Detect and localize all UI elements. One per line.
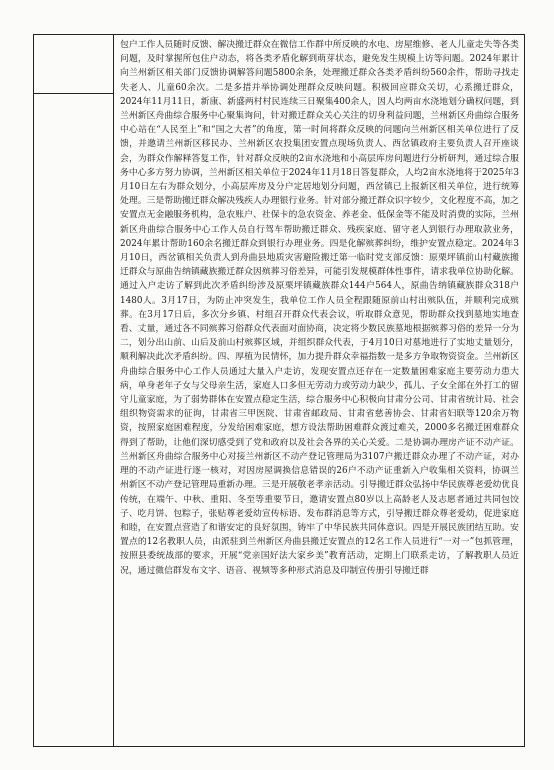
table-left-column bbox=[34, 35, 114, 746]
table-content-cell bbox=[120, 38, 519, 744]
document-body-text: 包户工作人员随时反馈、解决搬迁群众在微信工作群中所反映的水电、房屋维修、老人儿童走失等各类问题，及时掌握所包住户动态，将各类矛盾化解到萌芽状态，避免发生规模上访等问题。2024年累计向兰州新区相关部门反馈协调解答问题5800余条，处理搬迁群众各类矛盾纠纷560余件，帮助寻找走失老人、儿童60余次。二是多措并举协调处理群众反映问题。积极回应群众关切，心系搬迁群众，2024年11月11日，新康、新盛两村村民连续三日聚集400余人，因人均两亩水浇地划分确权问题，到兰州新区舟曲综合服务中心聚集询问，针对搬迁群众关心关注的切身利益问题，兰州新区舟曲综合服务中心站在“人民至上”和“国之大者”的角度，第一时间将群众反映的问题向兰州新区相关单位进行了反馈，并邀请兰州新区移民办、兰州新区农投集团安置点现场负责人、西岔镇政府主要负责人召开座谈会，为群众作解释答复工作，针对群众反映的2亩水浇地和小高层库房问题进行分析研判，通过综合服务中心多方努力协调，兰州新区相关单位于2024年11月18日答复群众，人均2亩水浇地将于2025年3月10日左右为群众划分，小高层库房及分户定居地划分问题，西岔镇已上报新区相关单位，进行统筹处理。三是帮助搬迁群众解决残疾人办理银行业务。针对部分搬迁群众识字较少，文化程度不高，加之安置点无金融服务机构，急农账户、社保卡的急农资金、养老金、低保金等不能及时消费的实际，兰州新区舟曲综合服务中心工作人员自行驾车帮助搬迁群众、残疾家庭、留守老人到银行办理取款业务，2024年累计帮助160余名搬迁群众到银行办理业务。四是化解殡葬纠纷，维护安置点稳定。2024年3月10日，西岔镇相关负责人到舟曲县地质灾害避险搬迁第一临时党支部反馈：原栗坪镇前山村藏族搬迁群众与原曲告纳镇藏族搬迁群众因殡葬习俗差异，可能引发规模群体性事件，请求我单位协助化解。通过入户走访了解到此次矛盾纠纷涉及原栗坪镇藏族群众144户564人，原曲告纳镇藏族群众318户1480人。3月17日，为防止冲突发生，我单位工作人员全程跟随原前山村出殡队伍，并顺利完成殡葬。在3月17日后，多次分乡镇、村组召开群众代表会议，听取群众意见，帮助群众找到墓地实地查看、丈量，通过各不同殡葬习俗群众代表面对面协商，决定将少数民族墓地根据殡葬习俗的差异一分为二，划分出山前、山后及前山村殡葬区域，并组织群众代表，于4月10日对墓地进行了实地丈量划分，顺利解决此次矛盾纠纷。四、厚植为民情怀，加力提升群众幸福指数一是多方争取物资资金。兰州新区舟曲综合服务中心工作人员通过大量入户走访，发现安置点还存在一定数量困难家庭主要劳动力患大病，单身老年子女与父母亲生活，家庭人口多但无劳动力或劳动力缺少，孤儿、子女全部在外打工的留守儿童家庭，为了弱势群体在安置点稳定生活，综合服务中心积极向甘肃分公司、甘肃省统计局、社会组织物资需求的征询，甘肃省三甲医院、甘肃省邮政局、甘肃省慈善协会、甘肃省妇联等120余万物资，按照家庭困难程度，分发给困难家庭，想方设法帮助困难群众渡过难关，2000多名搬迁困难群众得到了帮助，让他们深切感受到了党和政府以及社会各界的关心关爱。二是协调办理房产证不动产证。兰州新区舟曲综合服务中心对接兰州新区不动产登记管理局为3107户搬迁群众办理了不动产证，对办理的不动产证进行逐一核对，对因房屋调换信息错误的26户不动产证重新入户收集相关资料，协调兰州新区不动产登记管理局重新办理。三是开展敬老孝亲活动。引导搬迁群众弘扬中华民族尊老爱幼优良传统，在端午、中秋、重阳、冬至等重要节日，邀请安置点80岁以上高龄老人及志愿者通过共同包饺子、吃月饼、包粽子，张贴尊老爱幼宣传标语、发布群消息等方式，引导搬迁群众尊老爱幼，促进家庭和睦，在安置点营造了和谐安定的良好氛围，铸牢了中华民族共同体意识。四是开展民族团结互助。安置点的12名教职人员，由派驻到兰州新区舟曲县搬迁安置点的12名工作人员进行“一对一”包抓管理，按照县委统战部的要求，开展“党亲国好法大家乡美”教育活动，定期上门联系走访，了解教职人员近况，通过微信群发布文字、语音、视频等多种形式消息及印制宣传册引导搬迁群 bbox=[120, 40, 519, 576]
table-row-divider bbox=[34, 93, 114, 94]
document-table bbox=[33, 34, 525, 747]
